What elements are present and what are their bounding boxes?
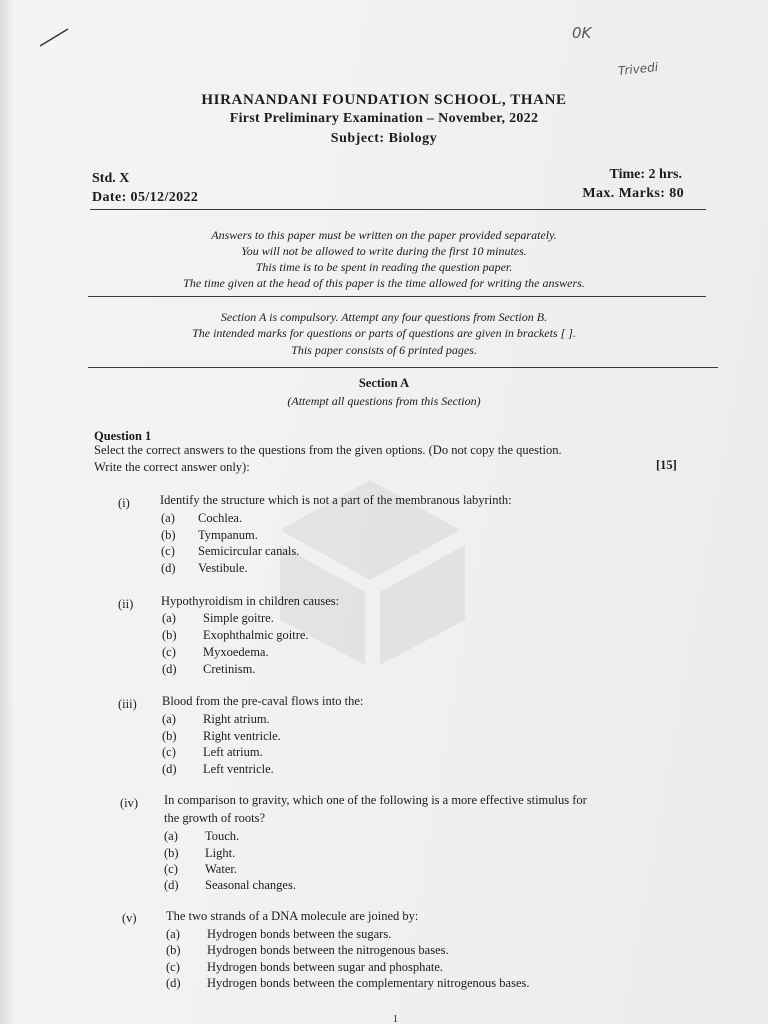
option-label: (c)	[164, 862, 178, 876]
option-text: Left ventricle.	[203, 762, 274, 776]
section-subtitle: (Attempt all questions from this Section)	[287, 394, 481, 408]
option-label: (a)	[162, 611, 176, 625]
sub-question-number: (ii)	[118, 597, 134, 611]
option-label: (a)	[164, 829, 178, 843]
question-instruction: Select the correct answers to the questions from the given options. (Do not copy the question.	[94, 443, 562, 457]
option-label: (d)	[162, 762, 177, 776]
sub-question-number: (iii)	[118, 697, 137, 711]
subject-line: Subject: Biology	[330, 131, 438, 146]
divider	[90, 209, 706, 210]
sub-question-number: (v)	[122, 911, 137, 925]
option-label: (d)	[161, 561, 176, 575]
option-label: (c)	[162, 745, 176, 759]
sub-question-text: In comparison to gravity, which one of the following is a more effective stimulus for	[164, 793, 587, 807]
option-text: Hydrogen bonds between the sugars.	[207, 927, 392, 941]
question-label: Question 1	[94, 429, 152, 443]
exam-title: First Preliminary Examination – November, 2022	[229, 111, 539, 126]
sub-question-text: Blood from the pre-caval flows into the:	[162, 694, 364, 708]
divider	[88, 296, 706, 297]
option-label: (b)	[164, 846, 179, 860]
instruction-line: The time given at the head of this paper is the time allowed for writing the answers.	[183, 276, 585, 290]
option-text: Hydrogen bonds between the nitrogenous bases.	[207, 943, 449, 957]
section-title: Section A	[358, 376, 410, 390]
instruction-line: The intended marks for questions or parts of questions are given in brackets [ ].	[192, 326, 576, 340]
option-text: Touch.	[205, 829, 240, 843]
option-text: Myxoedema.	[203, 645, 269, 659]
option-label: (c)	[161, 544, 175, 558]
option-text: Right atrium.	[203, 712, 270, 726]
instruction-line: Answers to this paper must be written on the paper provided separately.	[211, 228, 557, 242]
option-text: Tympanum.	[198, 528, 258, 542]
option-label: (c)	[162, 645, 176, 659]
option-label: (b)	[162, 729, 177, 743]
std-label: Std. X	[92, 171, 130, 186]
page-number: 1	[393, 1014, 398, 1024]
sub-question-number: (iv)	[120, 796, 139, 810]
instruction-line: This paper consists of 6 printed pages.	[291, 343, 477, 357]
school-name: HIRANANDANI FOUNDATION SCHOOL, THANE	[201, 92, 567, 108]
sub-question-text: Hypothyroidism in children causes:	[161, 594, 340, 608]
exam-time: Time: 2 hrs.	[609, 167, 682, 182]
option-label: (b)	[166, 943, 181, 957]
instruction-line: You will not be allowed to write during the first 10 minutes.	[241, 244, 527, 258]
sub-question-text: Identify the structure which is not a part of the membranous labyrinth:	[160, 493, 512, 507]
option-text: Exophthalmic goitre.	[203, 628, 309, 642]
sub-question-text: The two strands of a DNA molecule are joined by:	[166, 909, 419, 923]
handwritten-mark-ok: 0K	[572, 24, 592, 42]
option-text: Hydrogen bonds between the complementary nitrogenous bases.	[207, 976, 530, 990]
option-label: (a)	[161, 511, 175, 525]
option-label: (d)	[166, 976, 181, 990]
option-text: Seasonal changes.	[205, 878, 296, 892]
option-label: (a)	[166, 927, 180, 941]
question-instruction: Write the correct answer only):	[94, 460, 250, 474]
instruction-line: Section A is compulsory. Attempt any four questions from Section B.	[220, 310, 548, 324]
option-text: Water.	[205, 862, 237, 876]
option-label: (b)	[161, 528, 176, 542]
option-text: Semicircular canals.	[198, 544, 300, 558]
max-marks: Max. Marks: 80	[582, 186, 684, 201]
page-edge-shadow	[0, 0, 14, 1024]
option-text: Left atrium.	[203, 745, 263, 759]
instruction-line: This time is to be spent in reading the question paper.	[255, 260, 513, 274]
pen-stroke-mark	[38, 26, 72, 48]
option-text: Vestibule.	[198, 561, 248, 575]
option-label: (c)	[166, 960, 180, 974]
option-text: Light.	[205, 846, 236, 860]
option-text: Simple goitre.	[203, 611, 274, 625]
option-text: Right ventricle.	[203, 729, 281, 743]
sub-question-number: (i)	[118, 496, 130, 510]
divider	[88, 367, 718, 368]
option-label: (a)	[162, 712, 176, 726]
exam-date: Date: 05/12/2022	[92, 190, 199, 205]
question-marks: [15]	[656, 458, 677, 472]
option-text: Hydrogen bonds between sugar and phosphate.	[207, 960, 444, 974]
option-label: (d)	[162, 662, 177, 676]
option-label: (d)	[164, 878, 179, 892]
sub-question-text-continued: the growth of roots?	[164, 811, 266, 825]
option-text: Cochlea.	[198, 511, 243, 525]
option-label: (b)	[162, 628, 177, 642]
option-text: Cretinism.	[203, 662, 256, 676]
handwritten-signature: Trivedi	[617, 59, 659, 79]
